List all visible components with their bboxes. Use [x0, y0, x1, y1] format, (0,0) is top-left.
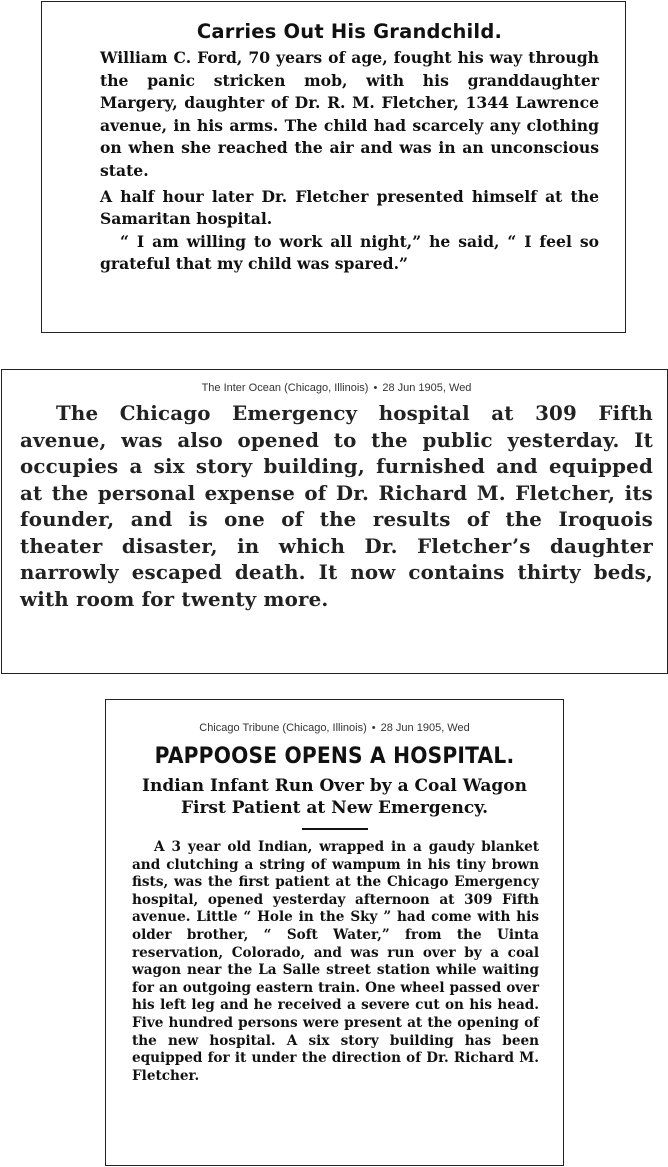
- article-paragraph: A 3 year old Indian, wrapped in a gaudy blanket and clutching a string of wampum in his tiny brown fists, was the first patient at the Chicago Emergency hospital, opened yesterday afternoon at 309 Fifth avenue. Little “ Hole in the Sky ” had come with his older brother, “ Soft Water,” from the Uinta reservation, Colorado, and was run over by a coal wagon near the La Salle street station while waiting for an outgoing eastern train. One wheel passed over his left leg and he received a severe cut on his head. Five hundred persons were present at the opening of the new hospital. A six story building has been equipped for it under the direction of Dr. Richard M. Fletcher.: [132, 839, 539, 1084]
- article-paragraph: William C. Ford, 70 years of age, fought his way through the panic stricken mob, with his granddaughter Margery, daughter of Dr. R. M. Fletcher, 1344 Lawrence avenue, in his arms. The child had scarcely any clothing on when she reached the air and was in an unconscious state.: [100, 48, 599, 180]
- source-caption: [20, 382, 653, 394]
- article-headline: PAPPOOSE OPENS A HOSPITAL.: [154, 744, 515, 769]
- newspaper-name: Chicago Tribune (Chicago, Illinois): [199, 722, 367, 734]
- article-paragraph: “ I am willing to work all night,” he said, “ I feel so grateful that my child was spared.”: [100, 231, 599, 274]
- newspaper-name: The Inter Ocean (Chicago, Illinois): [201, 382, 369, 394]
- separator-dot: •: [371, 722, 376, 734]
- article-clipping-3: [105, 699, 564, 1166]
- article-clipping-2: [1, 369, 668, 674]
- divider-rule: [302, 828, 368, 830]
- article-clipping-1: [41, 1, 626, 333]
- publication-date: 28 Jun 1905, Wed: [382, 382, 472, 394]
- article-paragraph: A half hour later Dr. Fletcher presented himself at the Samaritan hospital.: [100, 186, 599, 229]
- separator-dot: •: [373, 382, 378, 394]
- publication-date: 28 Jun 1905, Wed: [380, 722, 470, 734]
- source-caption: [124, 722, 545, 734]
- article-headline: Carries Out His Grandchild.: [196, 20, 503, 43]
- article-subheadline: Indian Infant Run Over by a Coal Wagon First Patient at New Emergency.: [142, 776, 527, 818]
- article-paragraph: The Chicago Emergency hospital at 309 Fifth avenue, was also opened to the public yesterday. It occupies a six story building, furnished and equipped at the personal expense of Dr. Richard M. Fletcher, its founder, and is one of the results of the Iroquois theater disaster, in which Dr. Fletcher’s daughter narrowly escaped death. It now contains thirty beds, with room for twenty more.: [20, 401, 653, 611]
